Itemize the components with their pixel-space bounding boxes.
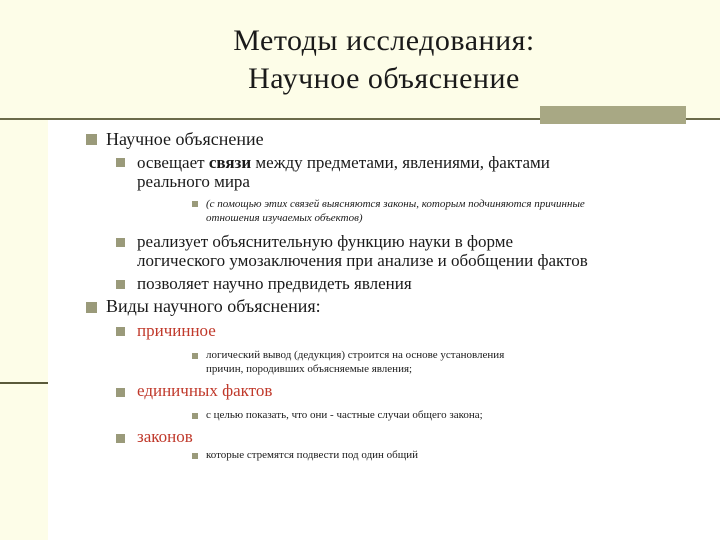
bullet-square-icon — [116, 327, 125, 336]
bullet-2b-sub: с целью показать, что они - частные случаи общего закона; — [206, 409, 483, 421]
title-line-1: Методы исследования: — [233, 24, 535, 57]
bullet-square-icon — [116, 434, 125, 443]
bullet-square-icon — [116, 238, 125, 247]
bullet-square-icon — [192, 353, 198, 359]
bullet-2a-sub-1: логический вывод (дедукция) строится на основе установления — [206, 349, 505, 361]
title-line-2: Научное объяснение — [248, 62, 520, 95]
bullet-square-icon — [116, 158, 125, 167]
bullet-2b: единичных фактов — [137, 381, 273, 400]
bullet-1a-sub-2: отношения изучаемых объектов) — [206, 212, 363, 224]
bullet-1a-post: между предметами, явлениями, фактами — [251, 153, 550, 172]
bullet-1a — [137, 153, 550, 172]
bullet-2a: причинное — [137, 321, 216, 340]
bullet-square-icon — [192, 453, 198, 459]
bullet-1a-line2: реального мира — [137, 172, 250, 191]
bullet-square-icon — [116, 280, 125, 289]
bullet-square-icon — [192, 413, 198, 419]
bullet-1a-pre: освещает — [137, 153, 209, 172]
bullet-1b-line1: реализует объяснительную функцию науки в форме — [137, 232, 514, 251]
bullet-2: Виды научного объяснения: — [106, 296, 321, 316]
bullet-1a-bold: связи — [208, 153, 252, 172]
bullet-square-icon — [116, 388, 125, 397]
bullet-1: Научное объяснение — [106, 129, 264, 149]
bullet-square-icon — [86, 134, 97, 145]
bullet-1c: позволяет научно предвидеть явления — [137, 274, 412, 293]
bullet-2c-sub: которые стремятся подвести под один общий — [206, 449, 419, 461]
bullet-1a-sub-1: (с помощью этих связей выясняются законы, которым подчиняются причинные — [206, 198, 585, 210]
bullet-square-icon — [86, 302, 97, 313]
bullet-square-icon — [192, 201, 198, 207]
bullet-2a-sub-2: причин, породивших объясняемые явления; — [206, 363, 413, 375]
bullet-1b-line2: логического умозаключения при анализе и обобщении фактов — [137, 251, 588, 270]
bullet-2c: законов — [137, 427, 193, 446]
